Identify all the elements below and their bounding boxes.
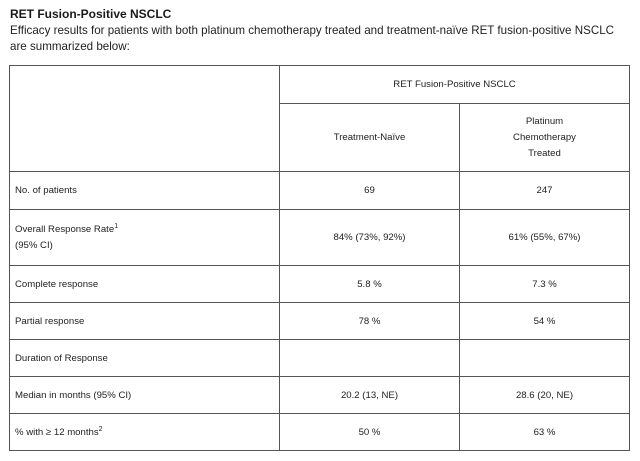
- row-label: Median in months (95% CI): [10, 377, 280, 414]
- row-label: [10, 210, 280, 266]
- cell-naive: 20.2 (13, NE): [280, 377, 460, 414]
- column-header-platinum-line: Treated: [528, 147, 561, 159]
- column-header-platinum-line: Platinum: [525, 115, 564, 127]
- cell-platinum: 61% (55%, 67%): [460, 210, 630, 266]
- cell-platinum: 54 %: [460, 303, 630, 340]
- table-row: [10, 266, 630, 303]
- row-label: Duration of Response: [10, 340, 280, 377]
- cell-naive: [280, 340, 460, 377]
- cell-platinum: 63 %: [460, 414, 630, 451]
- row-label-sub: (95% CI): [15, 239, 53, 251]
- cell-platinum: 7.3 %: [460, 266, 630, 303]
- row-label-text: Overall Response Rate: [15, 223, 115, 235]
- table-row: [10, 340, 630, 377]
- empty-header-cell: [10, 66, 280, 172]
- table-header-row: [10, 66, 630, 104]
- table-row: [10, 377, 630, 414]
- cell-naive: 50 %: [280, 414, 460, 451]
- footnote-marker: 1: [114, 222, 119, 230]
- intro-text: Efficacy results for patients with both platinum chemotherapy treated and treatment-naïve RET fusion-positive NSCLC are summarized below:: [10, 24, 615, 53]
- table-row: [10, 414, 630, 451]
- row-label: [10, 414, 280, 451]
- row-label: Complete response: [10, 266, 280, 303]
- cell-platinum: 28.6 (20, NE): [460, 377, 630, 414]
- efficacy-table: [9, 65, 630, 451]
- section-title: RET Fusion-Positive NSCLC: [10, 7, 172, 21]
- row-label: Partial response: [10, 303, 280, 340]
- row-label: No. of patients: [10, 172, 280, 210]
- cell-naive: 78 %: [280, 303, 460, 340]
- column-header-platinum: [460, 104, 630, 172]
- table-row: [10, 172, 630, 210]
- cell-platinum: [460, 340, 630, 377]
- row-label-text: % with ≥ 12 months: [15, 426, 99, 438]
- cell-naive: 5.8 %: [280, 266, 460, 303]
- column-header-platinum-line: Chemotherapy: [513, 131, 576, 143]
- cell-naive: 69: [280, 172, 460, 210]
- cell-naive: 84% (73%, 92%): [280, 210, 460, 266]
- table-row: [10, 210, 630, 266]
- table-row: [10, 303, 630, 340]
- cell-platinum: 247: [460, 172, 630, 210]
- footnote-marker: 2: [98, 425, 103, 433]
- group-header: RET Fusion-Positive NSCLC: [280, 66, 630, 104]
- column-header-naive: Treatment-Naïve: [280, 104, 460, 172]
